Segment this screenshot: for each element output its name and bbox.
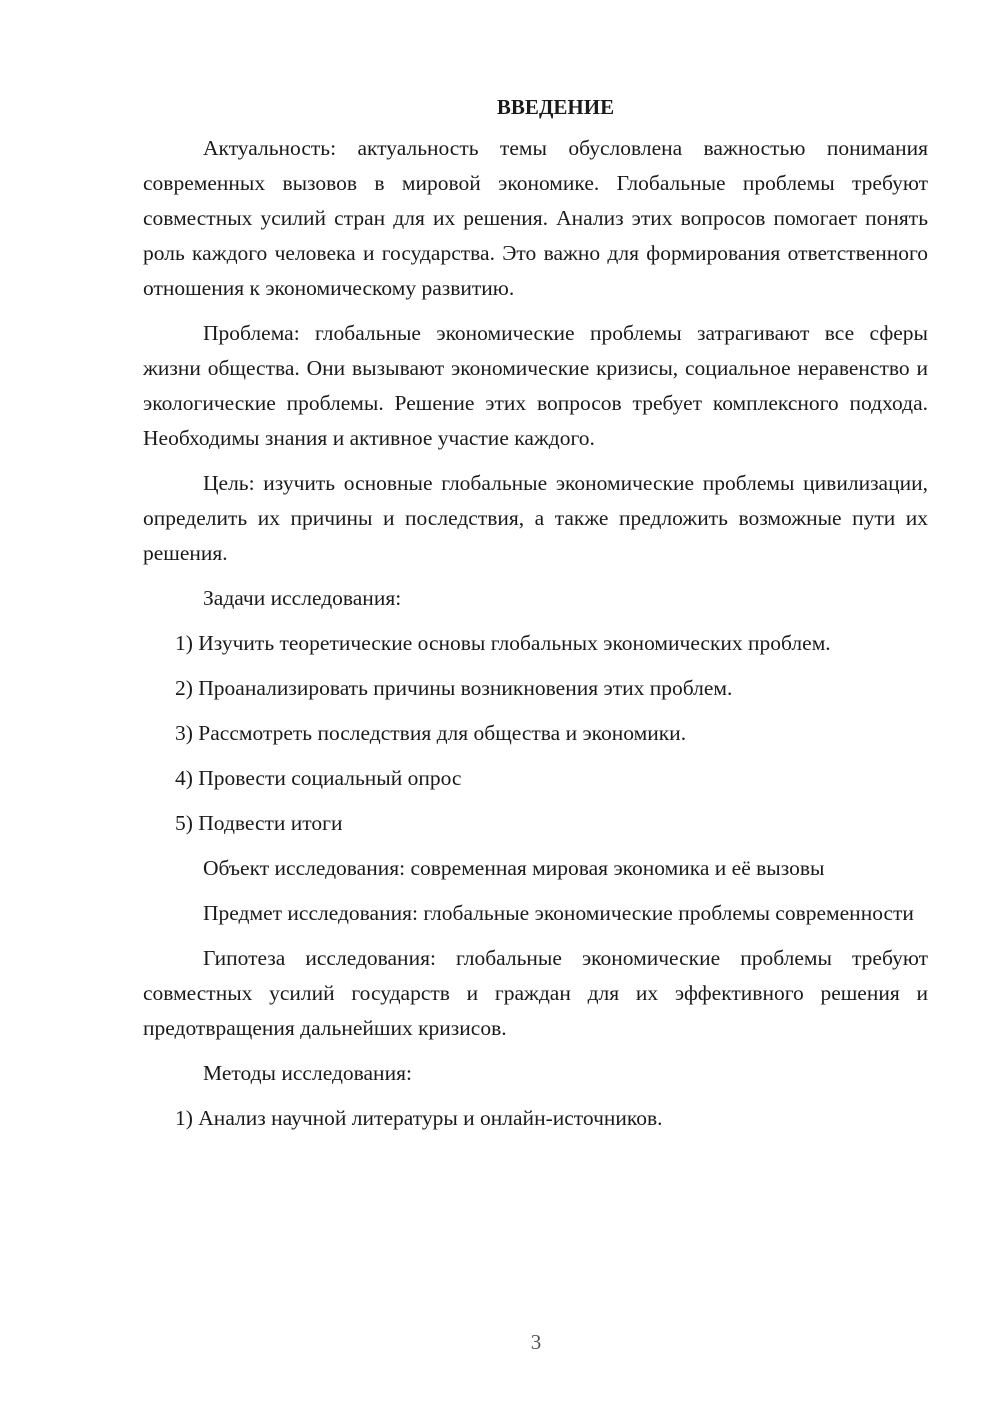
tasks-title: Задачи исследования: xyxy=(203,586,402,610)
object-paragraph: Объект исследования: современная мировая экономика и её вызовы xyxy=(203,856,825,880)
task-item-4: 4) Провести социальный опрос xyxy=(175,766,462,790)
goal-paragraph: Цель: изучить основные глобальные экономические проблемы цивилизации, определить их причины и последствия, а также предложить возможные пути их решения. xyxy=(143,471,928,565)
relevance-paragraph: Актуальность: актуальность темы обусловлена важностью понимания современных вызовов в мировой экономике. Глобальные проблемы требуют совместных усилий стран для их решения. Анализ этих вопросов помогает понять роль каждого человека и государства. Это важно для формирования ответственного отношения к экономическому развитию. xyxy=(143,136,928,300)
document-page xyxy=(143,90,928,1146)
task-item-1: 1) Изучить теоретические основы глобальных экономических проблем. xyxy=(175,631,831,655)
method-item-1: 1) Анализ научной литературы и онлайн-источников. xyxy=(175,1106,663,1130)
methods-title: Методы исследования: xyxy=(203,1061,412,1085)
task-item-3: 3) Рассмотреть последствия для общества и экономики. xyxy=(175,721,687,745)
task-item-5: 5) Подвести итоги xyxy=(175,811,343,835)
page-heading: ВВЕДЕНИЕ xyxy=(496,95,615,119)
task-item-2: 2) Проанализировать причины возникновения этих проблем. xyxy=(175,676,733,700)
page-number: 3 xyxy=(530,1330,542,1354)
subject-paragraph: Предмет исследования: глобальные экономические проблемы современности xyxy=(203,901,914,925)
hypothesis-paragraph: Гипотеза исследования: глобальные экономические проблемы требуют совместных усилий государств и граждан для их эффективного решения и предотвращения дальнейших кризисов. xyxy=(143,946,928,1040)
problem-paragraph: Проблема: глобальные экономические проблемы затрагивают все сферы жизни общества. Они вызывают экономические кризисы, социальное неравенство и экологические проблемы. Решение этих вопросов требует комплексного подхода. Необходимы знания и активное участие каждого. xyxy=(143,321,928,450)
